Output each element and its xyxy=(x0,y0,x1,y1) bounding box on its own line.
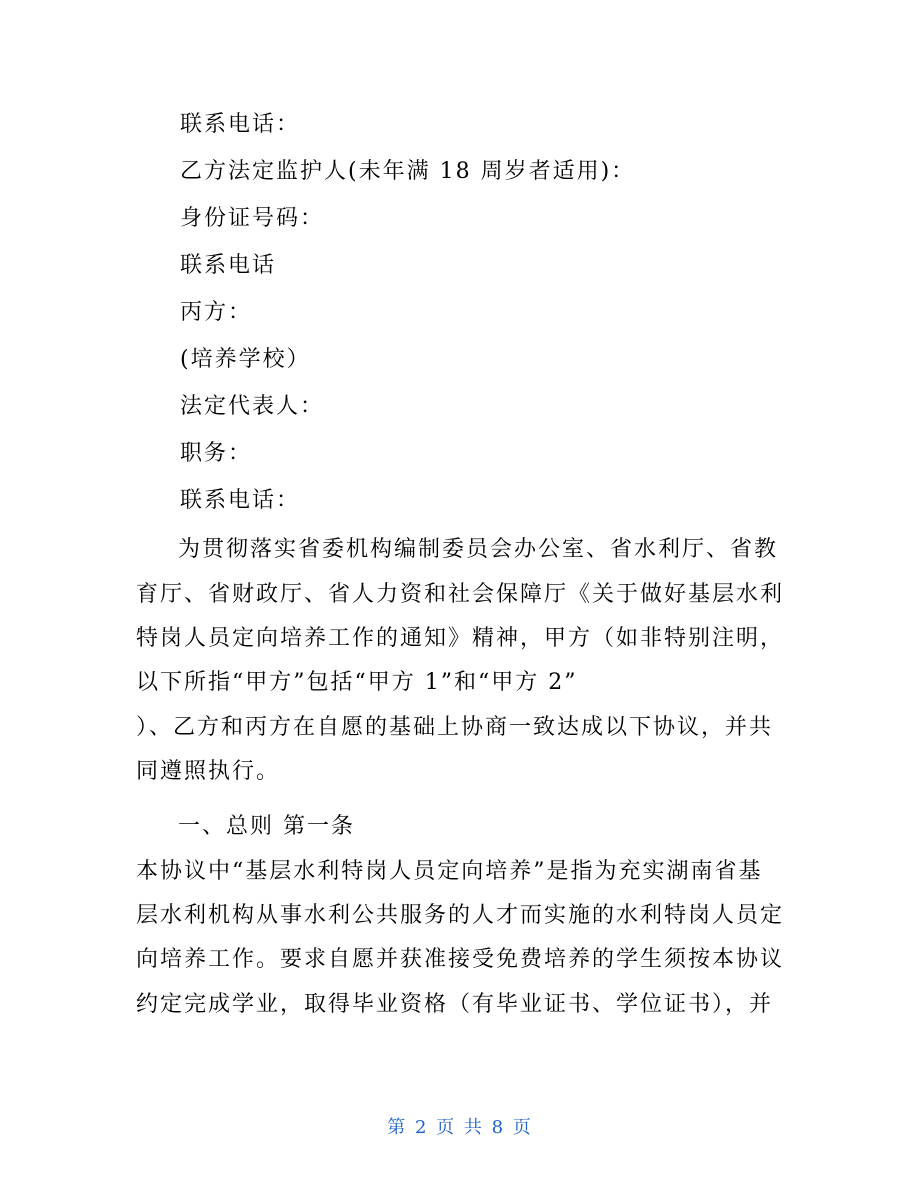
paragraph-line: 本协议中“基层水利特岗人员定向培养”是指为充实湖南省基 xyxy=(136,859,763,884)
paragraph-line: 层水利机构从事水利公共服务的人才而实施的水利特岗人员定 xyxy=(136,903,785,928)
paragraph-line: 同遵照执行。 xyxy=(136,759,281,784)
contact-phone-line-3: 联系电话： xyxy=(180,488,301,513)
paragraph-line: 约定完成学业，取得毕业资格（有毕业证书、学位证书），并 xyxy=(136,992,774,1017)
paragraph-line: ）、乙方和丙方在自愿的基础上协商一致达成以下协议，并共 xyxy=(136,715,774,740)
paragraph-line: 特岗人员定向培养工作的通知》精神，甲方（如非特别注明， xyxy=(136,626,785,651)
page-footer: 第 2 页 共 8 页 xyxy=(387,1117,533,1138)
training-school-line: (培养学校） xyxy=(180,347,311,372)
contact-phone-line-2: 联系电话 xyxy=(180,253,277,278)
position-line: 职务： xyxy=(180,441,253,466)
guardian-line: 乙方法定监护人(未年满 18 周岁者适用)： xyxy=(180,159,636,184)
section-heading: 一、总则 第一条 xyxy=(178,814,355,839)
legal-representative-line: 法定代表人： xyxy=(180,394,325,419)
paragraph-line: 为贯彻落实省委机构编制委员会办公室、省水利厅、省教 xyxy=(178,537,779,562)
paragraph-line: 向培养工作。要求自愿并获准接受免费培养的学生须按本协议 xyxy=(136,947,785,972)
id-number-line: 身份证号码： xyxy=(180,206,325,231)
party-c-line: 丙方： xyxy=(180,300,253,325)
paragraph-line: 以下所指“甲方”包括“甲方 1”和“甲方 2” xyxy=(136,670,578,695)
contact-phone-line: 联系电话： xyxy=(180,112,301,137)
paragraph-line: 育厅、省财政厅、省人力资和社会保障厅《关于做好基层水利 xyxy=(136,582,785,607)
